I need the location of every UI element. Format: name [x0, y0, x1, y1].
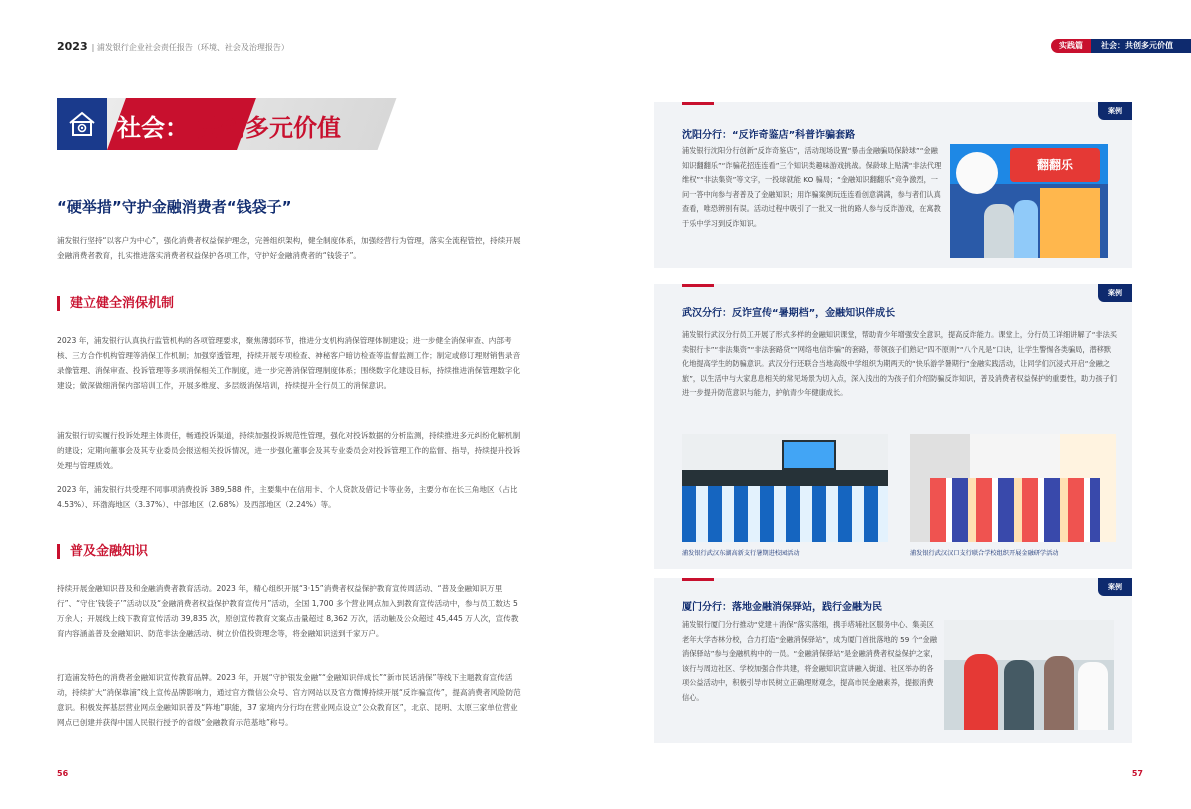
intro-heading: “硬举措”守护金融消费者“钱袋子”	[57, 198, 292, 216]
case-title: 厦门分行：落地金融消保驿站，践行金融为民	[682, 602, 882, 613]
mechanism-paragraph-2: 浦发银行切实履行投诉处理主体责任，畅通投诉渠道，持续加强投诉规范性管理，强化对投诉数据的分析监测，持续推进多元纠纷化解机制的建设；定期向董事会及其专业委员会报送相关投诉情况，进一步强化董事会及其专业委员会对投诉管理工作的监督、指导，持续提升投诉处理与管理质效。	[57, 431, 521, 470]
photo-classroom-activity	[682, 434, 888, 542]
case-text: 浦发银行沈阳分行创新“反诈奇鉴店”，活动现场设置“暴击金融骗局保龄球”“金融知识翻翻乐”“诈骗花招连连看”三个知识类趣味游戏挑战。保龄球上贴满“非法代理维权”“非法集资”等文字，一投球就能 KO 骗局；“金融知识翻翻乐”竞争激烈，一问一答中向参与者普及了金融知识；用诈骗案例玩连连看创意满满，参与者们认真查看，唯恐辨别有误。活动过程中吸引了一批又一批的路人参与反诈游戏，在寓教于乐中学习到反诈知识。	[682, 146, 942, 228]
report-header	[57, 40, 289, 53]
mechanism-paragraph-3: 2023 年，浦发银行共受理不同事项消费投诉 389,588 件，主要集中在信用卡、个人贷款及借记卡等业务，主要分布在长三角地区（占比 4.53%）、环渤海地区（3.37%）、中部地区（2.68%）及西部地区（2.24%）等。	[57, 485, 518, 509]
section-header-tab	[1051, 38, 1191, 54]
case-text: 浦发银行武汉分行员工开展了形式多样的金融知识课堂，帮助青少年增强安全意识，提高反诈能力。课堂上，分行员工详细讲解了“非法买卖银行卡”“非法集资”“非法套路贷”“网络电信诈骗”的套路，带领孩子们熟记“四不原则”“八个凡是”口诀，让学生警惕各类骗局，潜移默化地提高学生的防骗意识。武汉分行还联合当地高级中学组织为期两天的“快乐游学暑期行”金融实践活动，让同学们沉浸式开启“金融之旅”，以生活中与大家息息相关的常见场景为切入点，深入浅出的为孩子们介绍防骗反诈知识，普及消费者权益保护的重要性，助力孩子们进一步提升防范意识与能力，护航青少年健康成长。	[682, 330, 1117, 397]
report-year: 2023	[57, 40, 88, 53]
case-accent-bar	[682, 102, 714, 105]
knowledge-paragraph-1: 持续开展金融知识普及和金融消费者教育活动。2023 年，精心组织开展“3·15”消费者权益保护教育宣传周活动、“普及金融知识万里行”、“守住‘钱袋子’”活动以及“金融消费者权益保护教育宣传月”活动，全国 1,700 多个营业网点加入到教育宣传活动中，参与员工数达 5 万余人；开展线上线下教育宣传活动 39,835 次，原创宣传教育文案点击量超过 8,362 万次，活动触及公众超过 45,445 万人次，宣传教育内容涵盖普及金融知识、防范非法金融活动、树立价值投资理念等，将金融知识送到千家万户。	[57, 584, 519, 638]
house-gear-icon	[57, 98, 107, 150]
knowledge-paragraph-2: 打造浦发特色的消费者金融知识宣传教育品牌。2023 年，开展“守护银发金融”“金融知识伴成长”“新市民话消保”等线下主题教育宣传活动，持续扩大“消保靠浦”线上宣传品牌影响力，通过官方微信公众号、官方网站以及官方微博持续开展“反诈骗宣传”，提高消费者风险防范意识。积极发挥基层营业网点金融知识普及“阵地”职能，37 家境内分行均在营业网点设立“公众教育区”，北京、昆明、太原三家单位营业网点已创建并获得中国人民银行授予的省级“金融教育示范基地”称号。	[57, 673, 521, 727]
right-page	[596, 0, 1191, 809]
section-tag: 实践篇	[1051, 39, 1091, 53]
section-title-banner	[57, 98, 387, 150]
page-number-left: 56	[57, 769, 69, 778]
page-number-right: 57	[1131, 769, 1143, 778]
case-box-shenyang	[654, 102, 1132, 268]
photo-field-study	[910, 434, 1116, 542]
photo-caption-1: 浦发银行武汉东湖高新支行暑期进校园活动	[682, 550, 800, 557]
section-heading-knowledge: 普及金融知识	[57, 544, 148, 559]
photo-community-station	[944, 620, 1114, 730]
left-page	[0, 0, 595, 809]
case-badge: 案例	[1098, 578, 1132, 596]
case-box-xiamen	[654, 578, 1132, 743]
photo-anti-fraud-booth	[950, 144, 1108, 258]
mechanism-paragraph-1: 2023 年，浦发银行认真执行监管机构的各项管理要求，聚焦薄弱环节，推进分支机构消保管理体制建设；进一步健全消保审查、内部考核、三方合作机构管理等消保工作机制；加强穿透管理，持续开展专项检查、神秘客户暗访检查等监督监测工作；制定或修订理财销售录音录像管理、消保审查、投诉管理等多项消保相关工作制度，进一步完善消保管理制度体系；围绕数字化建设目标，持续推进消保管理数字化建设；做深做细消保内部培训工作，开展多维度、多层级消保培训，持续提升全行员工的消保意识。	[57, 336, 521, 390]
case-accent-bar	[682, 578, 714, 581]
intro-paragraph: 浦发银行坚持“以客户为中心”，强化消费者权益保护理念，完善组织架构，健全制度体系，加强经营行为管理，落实全流程管控，持续开展金融消费者教育，扎实推进落实消费者权益保护各项工作，守护好金融消费者的“钱袋子”。	[57, 236, 521, 260]
case-badge: 案例	[1098, 284, 1132, 302]
case-box-wuhan	[654, 284, 1132, 569]
case-accent-bar	[682, 284, 714, 287]
case-badge: 案例	[1098, 102, 1132, 120]
report-title: | 浦发银行企业社会责任报告（环境、社会及治理报告）	[91, 43, 289, 52]
banner-title-prefix: 社会：	[117, 114, 189, 142]
section-label: 社会：共创多元价值	[1091, 39, 1191, 53]
banner-title-main: 共创多元价值	[197, 114, 341, 142]
case-title: 沈阳分行：“反诈奇鉴店”科普诈骗套路	[682, 130, 856, 141]
case-text: 浦发银行厦门分行推动“党建＋消保”落实落细，携手塔埔社区服务中心、集美区老年大学杏林分校，合力打造“金融消保驿站”，成为厦门首批落地的 59 个“金融消保驿站”参与金融机构中的一员。“金融消保驿站”是金融消费者权益保护之家，该行与周边社区、学校加强合作共建，将金融知识宣讲融入街道、社区举办的各项公益活动中，积极引导市民树立正确理财观念，提高市民金融素养，提振消费信心。	[682, 620, 938, 702]
photo-caption-2: 浦发银行武汉汉口支行联合学校组织开展金融研学活动	[910, 550, 1059, 557]
section-heading-mechanism: 建立健全消保机制	[57, 296, 174, 311]
booth-sign: 翻翻乐	[1010, 148, 1100, 182]
case-title: 武汉分行：反诈宣传“暑期档”，金融知识伴成长	[682, 308, 896, 319]
